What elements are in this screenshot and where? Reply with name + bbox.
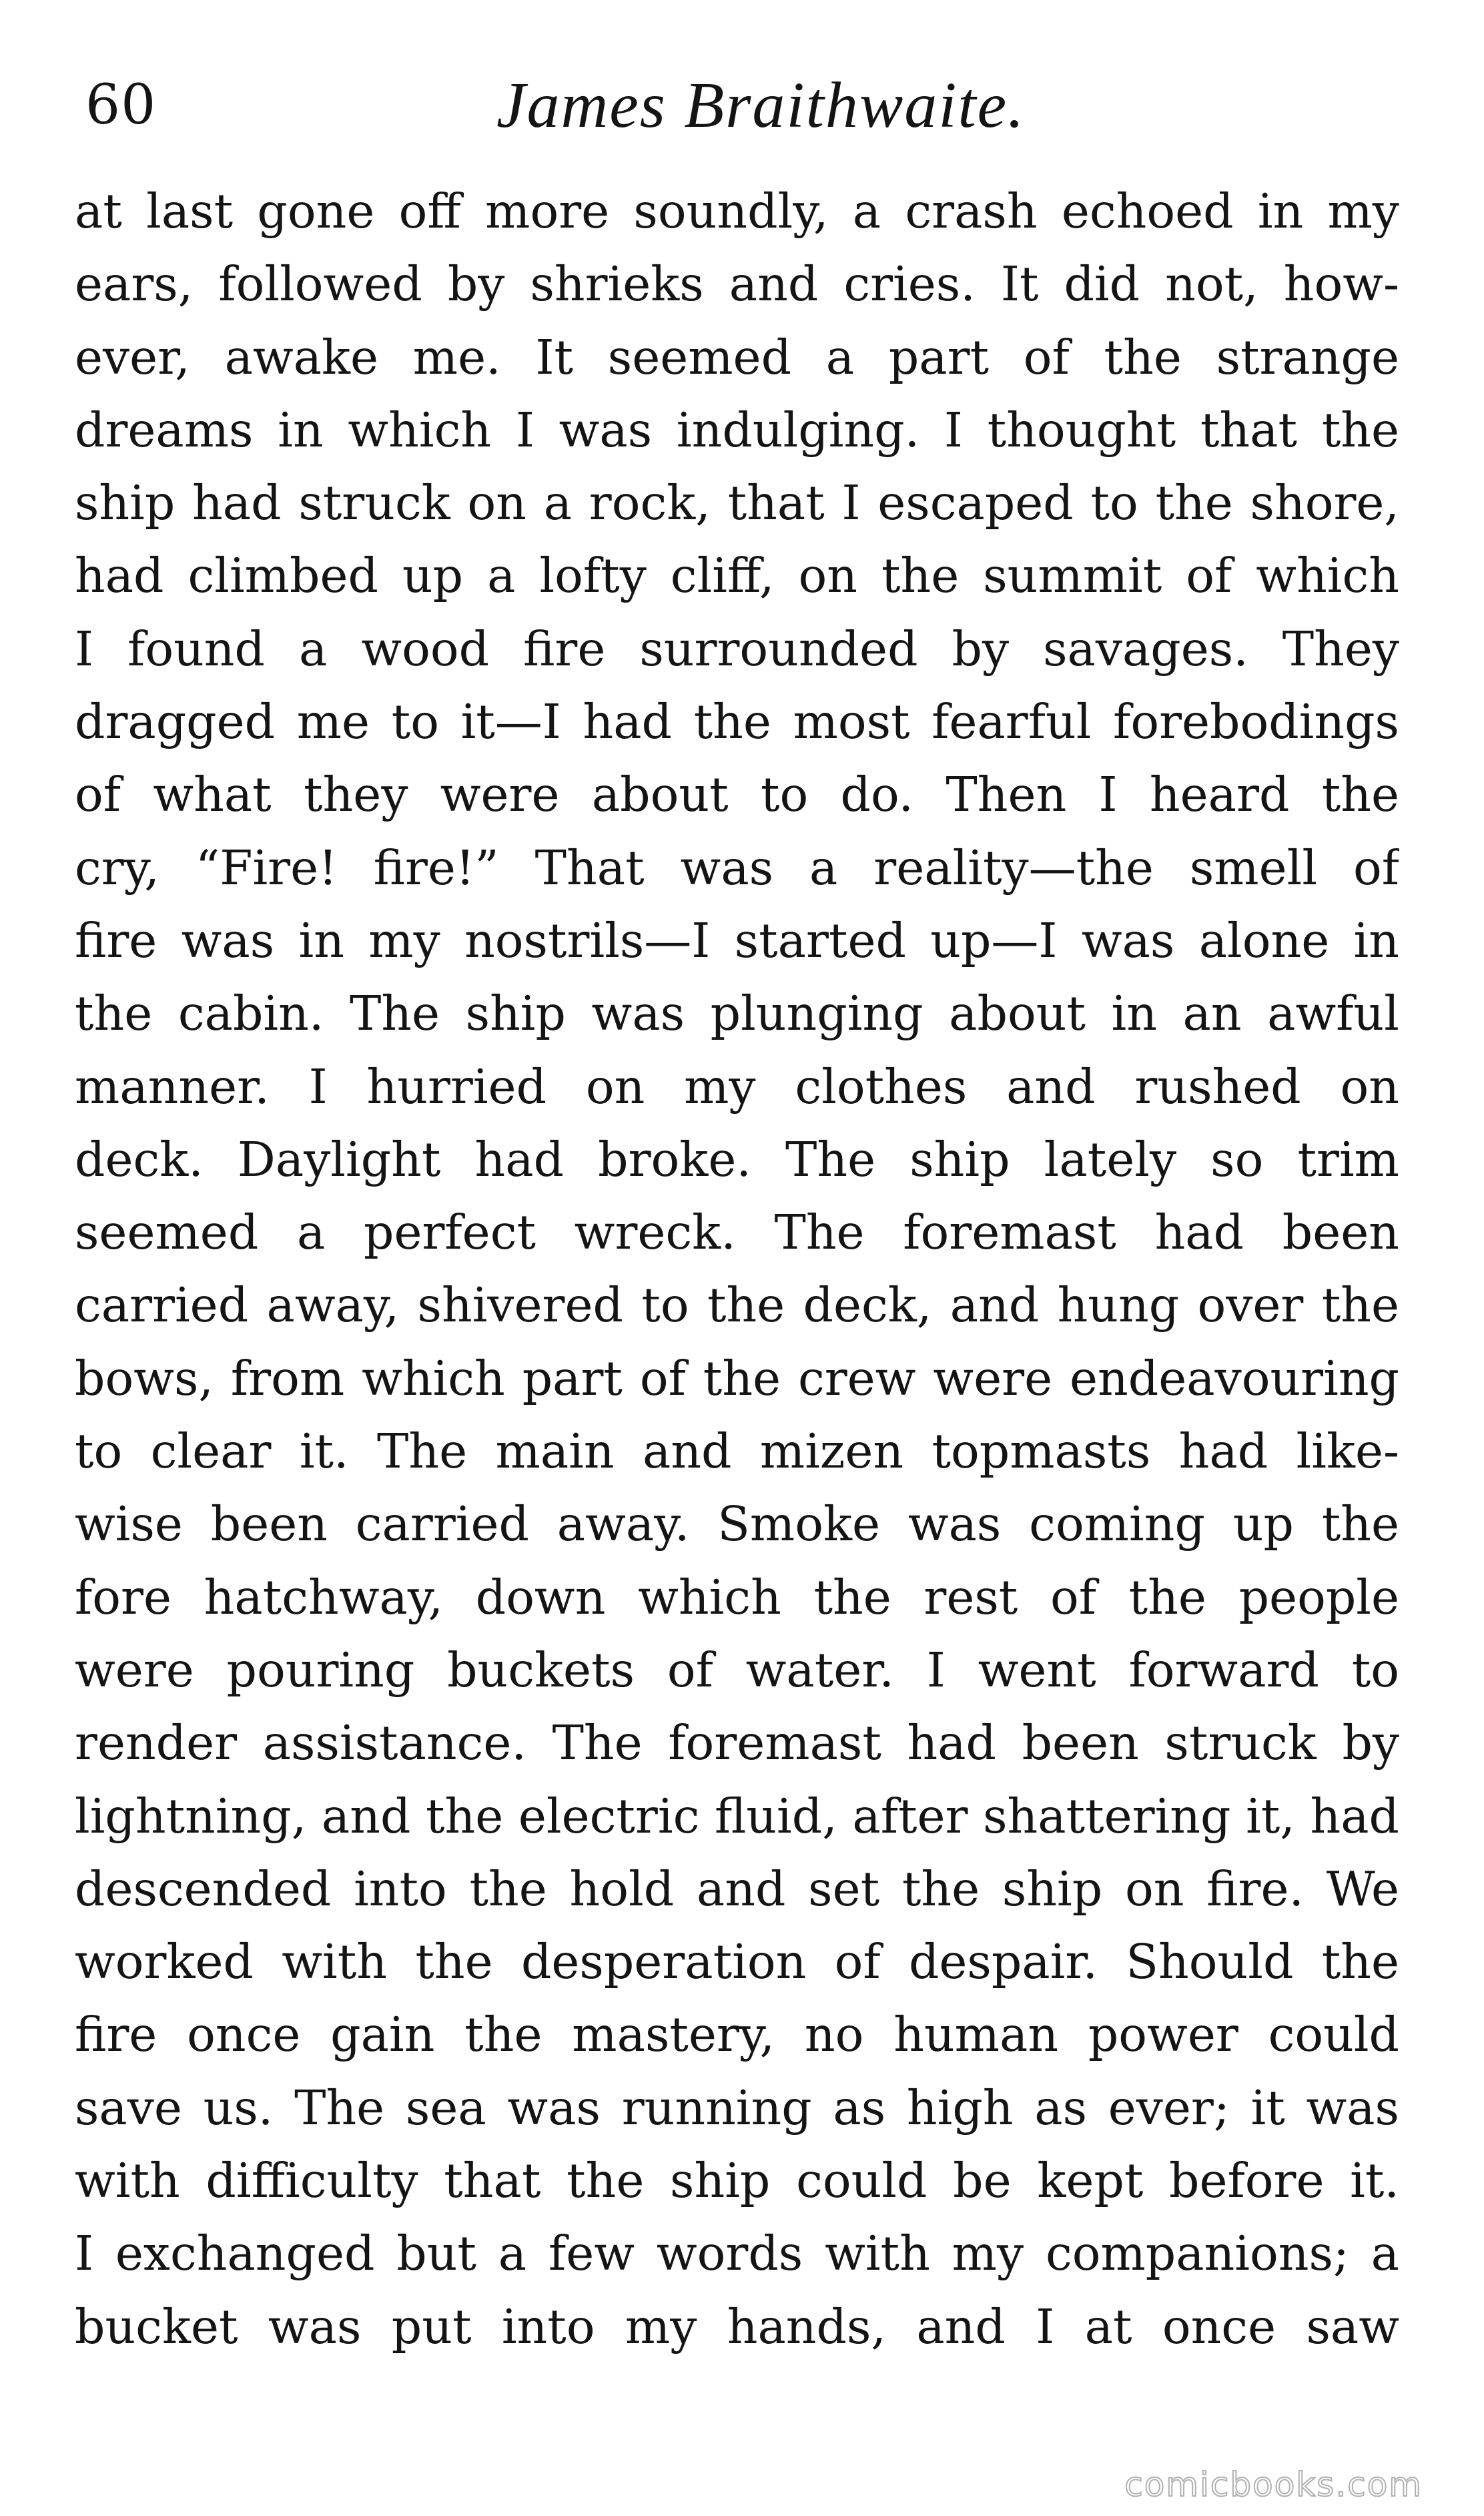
page-number: 60 bbox=[85, 73, 157, 137]
text-line: worked with the desperation of despair. Should the bbox=[75, 1934, 1399, 1990]
text-line: had climbed up a lofty cliff, on the summit of which bbox=[75, 548, 1399, 604]
text-line: at last gone off more soundly, a crash echoed in my bbox=[75, 184, 1399, 239]
text-line: lightning, and the electric fluid, after shattering it, had bbox=[75, 1788, 1399, 1844]
body-text bbox=[75, 175, 1399, 2363]
text-line: with difficulty that the ship could be kept before it. bbox=[75, 2153, 1399, 2209]
text-line: ship had struck on a rock, that I escaped to the shore, bbox=[75, 475, 1399, 531]
text-line: ever, awake me. It seemed a part of the strange bbox=[75, 329, 1399, 385]
text-line: I found a wood fire surrounded by savages. They bbox=[75, 621, 1399, 677]
page-header bbox=[85, 59, 1046, 152]
text-line: the cabin. The ship was plunging about in an awful bbox=[75, 986, 1399, 1042]
text-line: seemed a perfect wreck. The foremast had been bbox=[75, 1205, 1399, 1261]
text-line: I exchanged but a few words with my companions; a bbox=[75, 2226, 1399, 2282]
text-line: were pouring buckets of water. I went forward to bbox=[75, 1642, 1399, 1698]
text-line: fore hatchway, down which the rest of the people bbox=[75, 1569, 1399, 1625]
text-line: dragged me to it—I had the most fearful forebodings bbox=[75, 694, 1399, 750]
text-line: dreams in which I was indulging. I thought that the bbox=[75, 402, 1399, 458]
text-line: bucket was put into my hands, and I at once saw bbox=[75, 2298, 1399, 2354]
text-line: descended into the hold and set the ship on fire. We bbox=[75, 1861, 1399, 1917]
text-line: wise been carried away. Smoke was coming up the bbox=[75, 1496, 1399, 1552]
text-line: fire was in my nostrils—I started up—I was alone in bbox=[75, 912, 1399, 968]
text-line: save us. The sea was running as high as ever; it was bbox=[75, 2080, 1399, 2136]
text-line: fire once gain the mastery, no human power could bbox=[75, 2007, 1399, 2063]
watermark: comicbooks.com bbox=[1124, 2465, 1423, 2504]
text-line: bows, from which part of the crew were endeavouring bbox=[75, 1350, 1399, 1406]
text-line: cry, “Fire! fire!” That was a reality—the smell of bbox=[75, 840, 1399, 896]
text-line: deck. Daylight had broke. The ship lately so trim bbox=[75, 1131, 1399, 1187]
text-line: manner. I hurried on my clothes and rushed on bbox=[75, 1058, 1399, 1115]
text-line: render assistance. The foremast had been struck by bbox=[75, 1715, 1399, 1771]
running-head: James Braithwaite. bbox=[496, 69, 1026, 141]
text-line: to clear it. The main and mizen topmasts had like- bbox=[75, 1424, 1399, 1480]
text-line: ears, followed by shrieks and cries. It did not, how- bbox=[75, 256, 1399, 312]
text-line: carried away, shivered to the deck, and hung over the bbox=[75, 1277, 1399, 1333]
text-line: of what they were about to do. Then I heard the bbox=[75, 767, 1399, 823]
